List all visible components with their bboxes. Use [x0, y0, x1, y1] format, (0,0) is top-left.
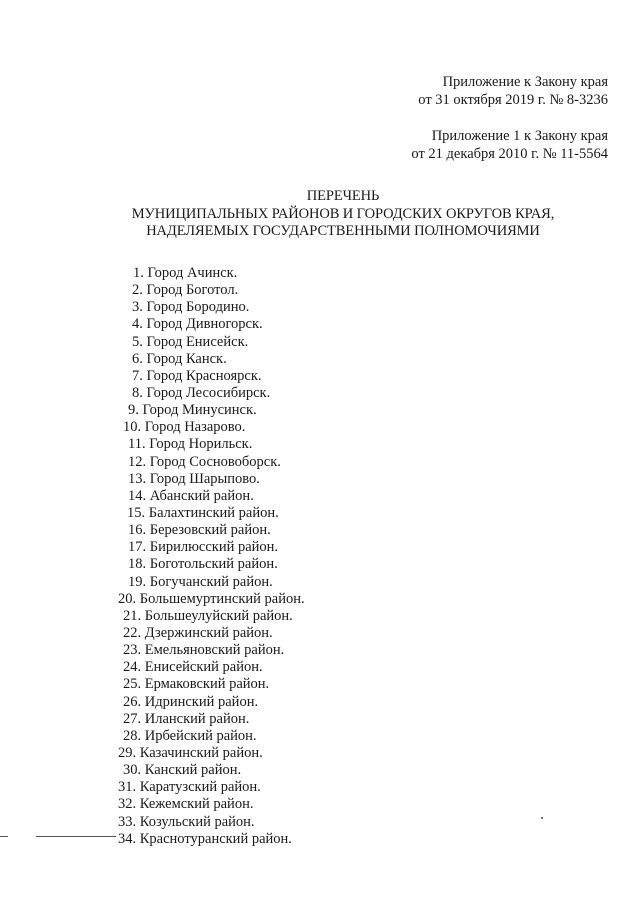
list-item: [0, 574, 640, 591]
document-title: [0, 188, 640, 241]
list-item-text: 34. Краснотуранский район.: [118, 830, 292, 847]
list-item: [0, 368, 640, 385]
list-item: [0, 334, 640, 351]
list-item-text: 3. Город Бородино.: [132, 299, 250, 316]
annex-original-line-1: Приложение 1 к Закону края: [431, 128, 608, 144]
list-item-text: 20. Большемуртинский район.: [118, 590, 305, 607]
list-item: [0, 454, 640, 471]
list-item-text: 15. Балахтинский район.: [127, 504, 279, 521]
list-item: [0, 299, 640, 316]
list-item: [0, 762, 640, 779]
title-line-2: МУНИЦИПАЛЬНЫХ РАЙОНОВ И ГОРОДСКИХ ОКРУГОВ КРАЯ,: [131, 205, 555, 222]
list-item: [0, 814, 640, 831]
list-item-text: 11. Город Норильск.: [128, 436, 253, 453]
scan-artifact-line-left: [0, 836, 8, 837]
list-item: [0, 539, 640, 556]
list-item: [0, 659, 640, 676]
list-item-text: 4. Город Дивногорск.: [132, 316, 263, 333]
municipality-list: [0, 265, 640, 848]
list-item: [0, 694, 640, 711]
list-item: [0, 728, 640, 745]
annex-current-line-2: от 31 октября 2019 г. № 8-3236: [418, 92, 608, 108]
scan-artifact-dot: [541, 817, 543, 819]
list-item-text: 32. Кежемский район.: [118, 796, 254, 813]
list-item-text: 26. Идринский район.: [123, 693, 259, 710]
list-item-text: 16. Березовский район.: [128, 522, 271, 539]
list-item: [0, 676, 640, 693]
list-item-text: 8. Город Лесосибирск.: [132, 384, 271, 401]
list-item-text: 1. Город Ачинск.: [133, 265, 238, 281]
list-item: [0, 591, 640, 608]
list-item-text: 12. Город Сосновоборск.: [128, 453, 281, 470]
list-item-text: 18. Боготольский район.: [128, 556, 278, 573]
list-item-text: 29. Казачинский район.: [118, 744, 263, 761]
list-item: [0, 402, 640, 419]
list-item-text: 23. Емельяновский район.: [123, 642, 285, 659]
list-item: [0, 711, 640, 728]
list-item: [0, 796, 640, 813]
list-item: [0, 505, 640, 522]
list-item: [0, 419, 640, 436]
list-item-text: 24. Енисейский район.: [123, 659, 263, 676]
list-item-text: 7. Город Красноярск.: [132, 367, 262, 384]
list-item: [0, 625, 640, 642]
list-item: [0, 351, 640, 368]
list-item-text: 27. Иланский район.: [123, 710, 250, 727]
annex-original-line-2: от 21 декабря 2010 г. № 11-5564: [411, 146, 608, 162]
list-item: [0, 316, 640, 333]
list-item-text: 22. Дзержинский район.: [123, 624, 273, 641]
annex-current-law: [418, 73, 608, 109]
list-item-text: 33. Козульский район.: [118, 813, 255, 830]
list-item-text: 13. Город Шарыпово.: [128, 470, 260, 487]
list-item-text: 28. Ирбейский район.: [123, 727, 257, 744]
title-line-1: ПЕРЕЧЕНЬ: [306, 188, 380, 204]
list-item: [0, 642, 640, 659]
list-item-text: 25. Ермаковский район.: [123, 676, 270, 693]
list-item: [0, 779, 640, 796]
list-item-text: 10. Город Назарово.: [123, 419, 246, 436]
list-item-text: 9. Город Минусинск.: [128, 402, 257, 419]
list-item: [0, 608, 640, 625]
list-item-text: 17. Бирилюсский район.: [128, 539, 279, 556]
list-item: [0, 385, 640, 402]
list-item: [0, 282, 640, 299]
list-item-text: 6. Город Канск.: [132, 350, 227, 367]
list-item-text: 30. Канский район.: [123, 762, 242, 779]
list-item: [0, 522, 640, 539]
list-item: [0, 556, 640, 573]
list-item-text: 19. Богучанский район.: [128, 573, 273, 590]
list-item: [0, 265, 640, 282]
title-line-3: НАДЕЛЯЕМЫХ ГОСУДАРСТВЕННЫМИ ПОЛНОМОЧИЯМИ: [146, 223, 540, 239]
list-item: [0, 488, 640, 505]
annex-current-line-1: Приложение к Закону края: [442, 74, 608, 90]
scan-artifact-line: [36, 836, 116, 837]
list-item-text: 5. Город Енисейск.: [132, 333, 249, 350]
list-item: [0, 831, 640, 848]
list-item: [0, 471, 640, 488]
list-item-text: 14. Абанский район.: [128, 487, 254, 504]
list-item-text: 21. Большеулуйский район.: [123, 607, 293, 624]
list-item: [0, 745, 640, 762]
list-item-text: 31. Каратузский район.: [118, 779, 261, 796]
list-item-text: 2. Город Боготол.: [132, 282, 239, 299]
list-item: [0, 436, 640, 453]
annex-original-law: [411, 127, 608, 163]
